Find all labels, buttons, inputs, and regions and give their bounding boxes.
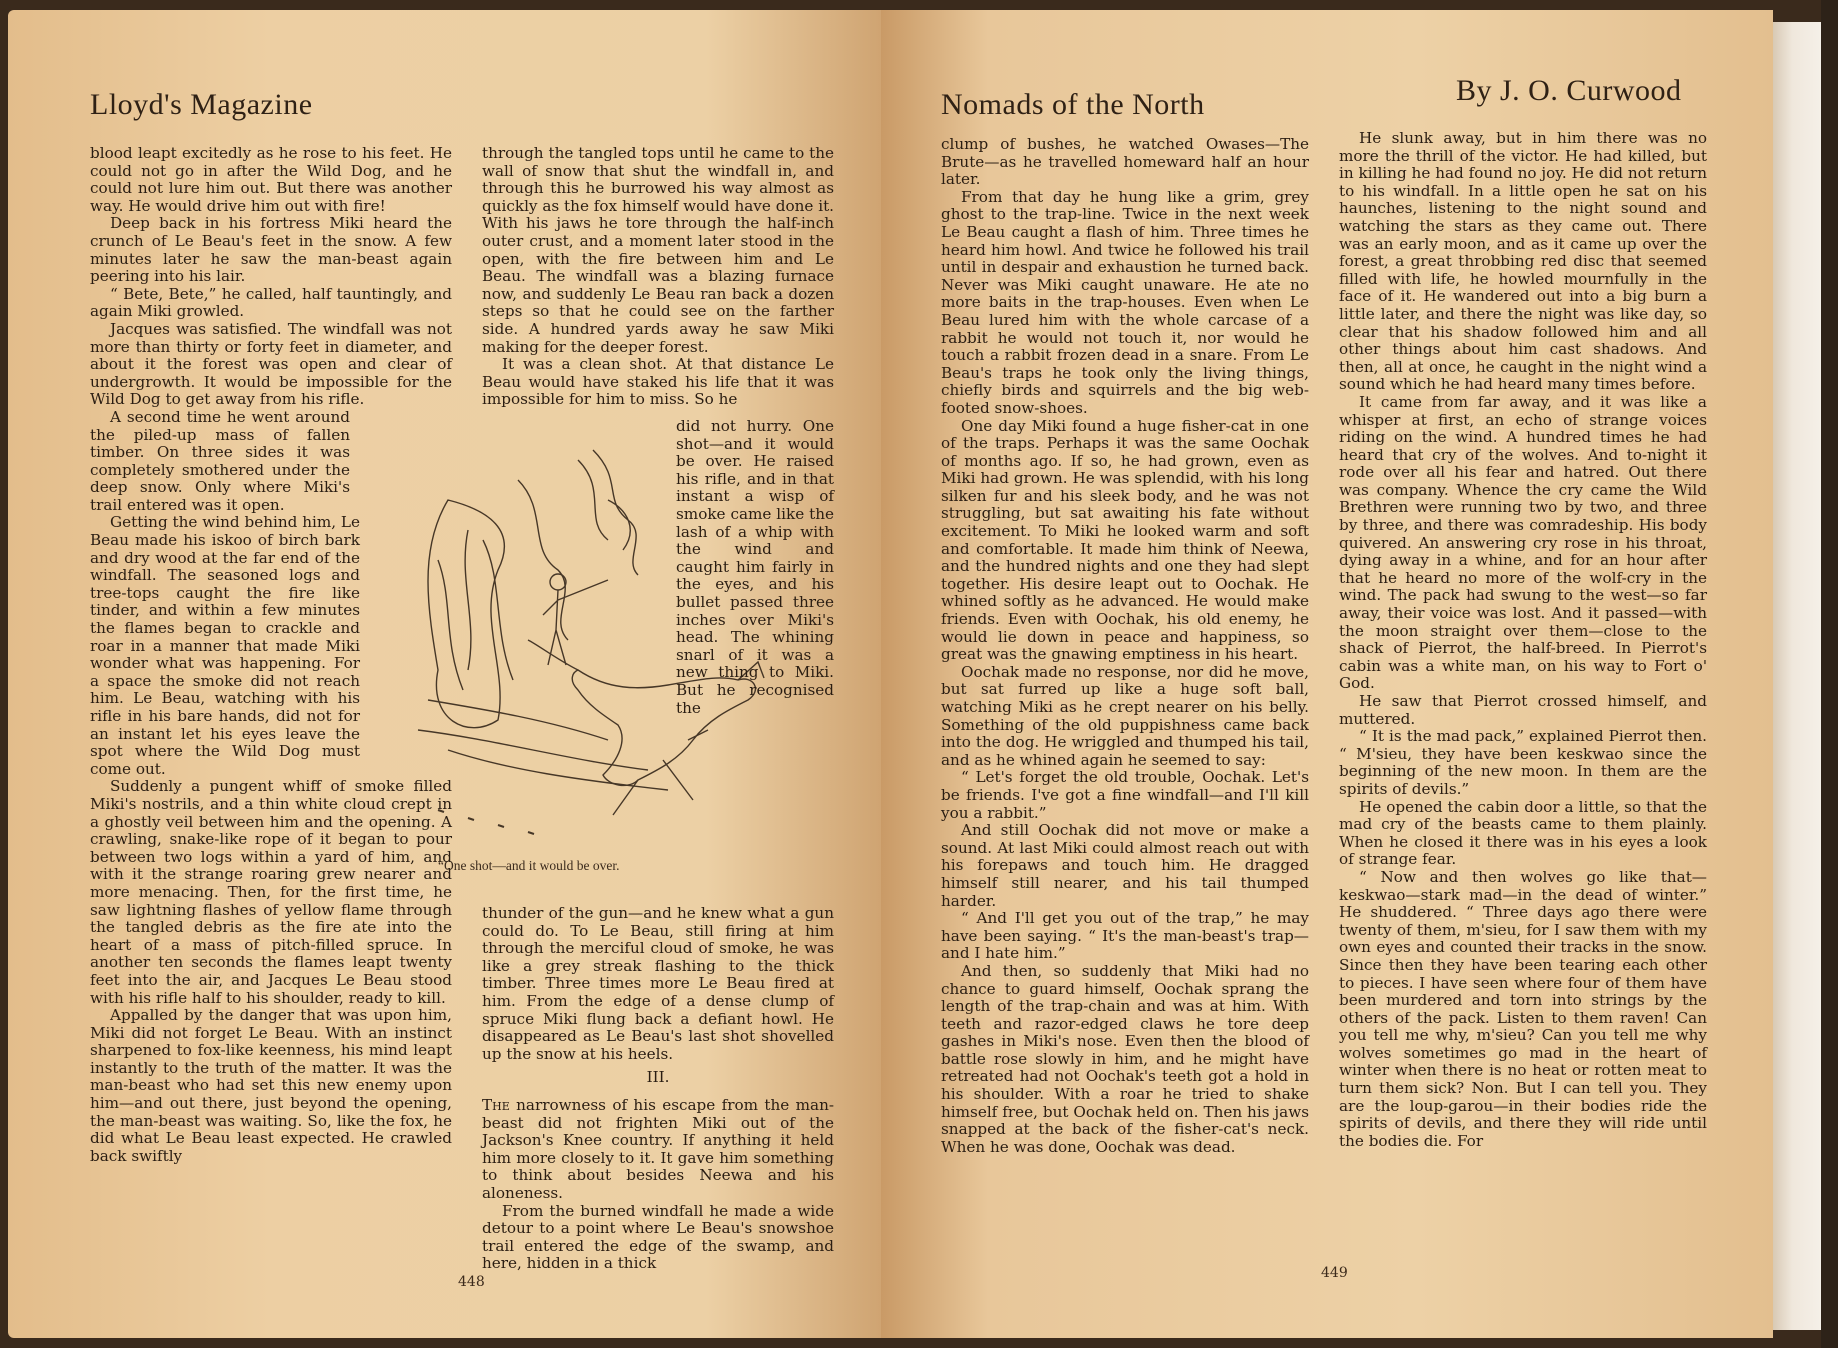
paragraph: “ Bete, Bete,” he called, half tauntingly, and again Miki growled. — [90, 284, 452, 321]
paragraph — [482, 1097, 834, 1203]
paragraph: Suddenly a pungent whiff of smoke filled Miki's nostrils, and a thin white cloud crept in a ghostly veil between him and the opening. A crawling, snake-like rope of it began to pour between two logs within a yard of him, and with it the strange roaring grew nearer and more menacing. Then, for the first time, he saw lightning flashes of yellow flame through the tangled debris as the fire ate into the heart of a mass of pitch-filled spruce. In another ten seconds the flames leapt twenty feet into the air, and Jacques Le Beau stood with his rifle half to his shoulder, ready to kill. — [90, 777, 452, 1007]
paragraph: He opened the cabin door a little, so that the mad cry of the beasts came to them plainly. When he closed it there was in his eyes a look of strange fear. — [1339, 797, 1707, 869]
paragraph: Getting the wind behind him, Le Beau made his iskoo of birch bark and dry wood at the far end of the windfall. The seasoned logs and tree-tops caught the fire like tinder, and within a few minutes the flames began to crackle and roar in a manner that made Miki wonder what was happening. For a space the smoke did not reach him. Le Beau, watching with his rifle in his bare hands, did not for an instant let his eyes leave the spot where the Wild Dog must come out. — [90, 513, 360, 778]
running-head-left: Lloyd's Magazine — [90, 88, 313, 121]
paragraph: Deep back in his fortress Miki heard the crunch of Le Beau's feet in the snow. A few minutes later he saw the man-beast again peering into his lair. — [90, 214, 452, 286]
running-head-author: By J. O. Curwood — [1456, 74, 1682, 107]
folio-right: 449 — [1321, 1265, 1348, 1281]
paragraph: He saw that Pierrot crossed himself, and muttered. — [1339, 692, 1707, 728]
book-back-cover — [1821, 0, 1838, 1348]
drop-word: The — [482, 1095, 510, 1114]
paragraph: And still Oochak did not move or make a sound. At last Miki could almost reach out with his forepaws and touch him. He dragged himself still nearer, and his tail thumped harder. — [941, 821, 1309, 910]
left-page-column-1 — [90, 145, 452, 1165]
paragraph: “ Let's forget the old trouble, Oochak. Let's be friends. I've got a fine windfall—and I'll kill you a rabbit.” — [941, 768, 1309, 822]
illustration-wrap-text: did not hurry. One shot—and it would be over. He raised his rifle, and in that instant a wisp of smoke came like the lash of a whip with the wind and caught him fairly in the eyes, and his bullet passed three inches over Miki's head. The whining snarl of it was a new thing to Miki. But he recognised the — [676, 417, 834, 717]
paragraph: A second time he went around the piled-up mass of fallen timber. On three sides it was completely smothered under the deep snow. Only where Miki's trail entered was it open. — [90, 407, 350, 514]
paragraph: blood leapt excitedly as he rose to his feet. He could not go in after the Wild Dog, and he could not lure him out. But there was another way. He would drive him out with fire! — [90, 144, 452, 215]
right-page-column-1 — [941, 136, 1309, 1156]
paragraph: through the tangled tops until he came to the wall of snow that shut the windfall in, and through this he burrowed his way almost as quickly as the fox himself would have done it. With his jaws he tore through the half-inch outer crust, and a moment later stood in the open, with the fire between him and Le Beau. The windfall was a blazing furnace now, and suddenly Le Beau ran back a dozen steps so that he could see on the farther side. A hundred yards away he saw Miki making for the deeper forest. — [482, 144, 834, 356]
illustration-wild-dog-fleeing-fire — [408, 440, 838, 860]
paragraph: thunder of the gun—and he knew what a gun could do. To Le Beau, still firing at him through the merciful cloud of smoke, he was like a grey streak flashing to the thick timber. Three times more Le Beau fired at him. From the edge of a dense clump of spruce Miki flung back a defiant howl. He disappeared as Le Beau's last shot shovelled up the snow at his heels. — [482, 904, 834, 1063]
right-page-column-2 — [1339, 130, 1707, 1150]
paragraph: From the burned windfall he made a wide detour to a point where Le Beau's snowshoe trail entered the edge of the swamp, and here, hidden in a thick — [482, 1201, 834, 1273]
paragraph: It came from far away, and it was like a whisper at first, an echo of strange voices riding on the wind. A hundred times he had heard that cry of the wolves. And to-night it rode over all his fear and hatred. Out there was company. Whence the cry came the Wild Brethren were running two by two, and three by three, and there was comradeship. His body quivered. An answering cry rose in his throat, dying away in a whine, and for an hour after that he heard no more of the wolf-cry in the wind. The pack had swung to the west—so far away, their voice was lost. And it passed—with the moon straight over them—close to the shack of Pierrot, the half-breed. In Pierrot's cabin was a white man, on his way to Fort o' God. — [1339, 392, 1707, 693]
right-page — [881, 10, 1773, 1338]
paragraph: From that day he hung like a grim, grey ghost to the trap-line. Twice in the next week Le Beau caught a flash of him. Three times he heard him howl. And twice he followed his trail until in despair and exhaustion he turned back. Never was Miki caught unaware. He ate no more baits in the trap-houses. Even when Le Beau lured him with the whole carcase of a rabbit he would not touch it, nor would he touch a rabbit frozen dead in a snare. From Le Beau's traps he took only the living things, chiefly birds and squirrels and the big web-footed snow-shoes. — [941, 187, 1309, 417]
paragraph-text: narrowness of his escape from the man-beast did not frighten Miki out of the Jackson's Knee country. If anything it held him more closely to it. It gave him something to think about besides Neewa and his aloneness. — [482, 1095, 834, 1202]
left-page-column-2-bottom — [482, 905, 834, 1273]
illustration-caption: “One shot—and it would be over. — [438, 858, 620, 873]
paragraph: One day Miki found a huge fisher-cat in one of the traps. Perhaps it was the same Oochak of months ago. If so, he had grown, even as Miki had grown. He was splendid, with his long silken fur and his sleek body, and he was not struggling, but sat awaiting his fate without excitement. To Miki he looked warm and soft and comfortable. It made him think of Neewa, and the hundred nights and one they had slept together. His desire leapt out to Oochak. He whined softly as he advanced. He would make friends. Even with Oochak, his old enemy, he would lie down in peace and happiness, so great was the gnawing emptiness in his heart. — [941, 416, 1309, 664]
left-page-column-2-top — [482, 145, 834, 409]
paragraph: “ And I'll get you out of the trap,” he may have been saying. “ It's the man-beast's trap—and I hate him.” — [941, 909, 1309, 963]
paragraph: It was a clean shot. At that distance Le Beau would have staked his life that it was impossible for him to miss. So he — [482, 355, 834, 409]
folio-left: 448 — [458, 1274, 485, 1290]
book-page-edge — [1773, 22, 1821, 1330]
paragraph: clump of bushes, he watched Owases—The Brute—as he travelled homeward half an hour later. — [941, 135, 1309, 189]
paragraph: “ Now and then wolves go like that—keskwao—stark mad—in the dead of winter.” He shuddered. “ Three days ago there were twenty of them, m'sieu, for I saw them with my own eyes and counted their tracks in the snow. Since then they have been tearing each other to pieces. I have seen where four of them have been murdered and torn into strings by the others of the pack. Listen to them raven! Can you tell me why, m'sieu? Can you tell me why wolves sometimes go mad in the heart of winter when there is no heat or rotten meat to turn them sick? Non. But I can tell you. They are the loup-garou—in their bodies ride the spirits of devils, and there they will ride until the bodies die. For — [1339, 867, 1707, 1150]
running-head-title: Nomads of the North — [941, 88, 1205, 121]
paragraph: And then, so suddenly that Miki had no chance to guard himself, Oochak sprang the length of the trap-chain and was at him. With teeth and razor-edged claws he tore deep gashes in Miki's nose. Even then the blood of battle rose slowly in him, and he might have retreated had not Oochak's teeth got a hold in his shoulder. With a roar he tried to shake himself free, but Oochak held on. Then his jaws snapped at the back of the fisher-cat's neck. When he was done, Oochak was dead. — [941, 961, 1309, 1156]
left-page — [8, 10, 881, 1338]
paragraph: “ It is the mad pack,” explained Pierrot then. “ M'sieu, they have been keskwao since the beginning of the new moon. In them are the spirits of devils.” — [1339, 727, 1707, 798]
paragraph: Appalled by the danger that was upon him, Miki did not forget Le Beau. With an instinct sharpened to fox-like keenness, his mind leapt instantly to the truth of the matter. It was the man-beast who had set this new enemy upon him—and out there, just beyond the opening, the man-beast was waiting. So, like the fox, he did what Le Beau least expected. He crawled back swiftly — [90, 1006, 452, 1165]
paragraph: Jacques was satisfied. The windfall was not more than thirty or forty feet in diameter, and about it the forest was open and clear of undergrowth. It would be impossible for the Wild Dog to get away from his rifle. — [90, 319, 452, 409]
section-number: III. — [646, 1068, 670, 1087]
paragraph: He slunk away, but in him there was no more the thrill of the victor. He had killed, but in killing he had found no joy. He did not return to his windfall. In a little open he sat on his haunches, listening to the night sound and watching the stars as they came out. There was an early moon, and as it came up over the forest, a great throbbing red disc that seemed filled with life, he howled mournfully in the face of it. He wandered out into a big burn a little later, and there the night was like day, so clear that his shadow followed him and all other things about him cast shadows. And then, all at once, he caught in the night wind a sound which he had heard many times before. — [1339, 129, 1707, 394]
paragraph: Oochak made no response, nor did he move, but sat furred up like a huge soft ball, watching Miki as he crept nearer on his belly. Something of the old puppishness came back into the dog. He wriggled and thumped his tail, and as he whined again he seemed to say: — [941, 662, 1309, 769]
